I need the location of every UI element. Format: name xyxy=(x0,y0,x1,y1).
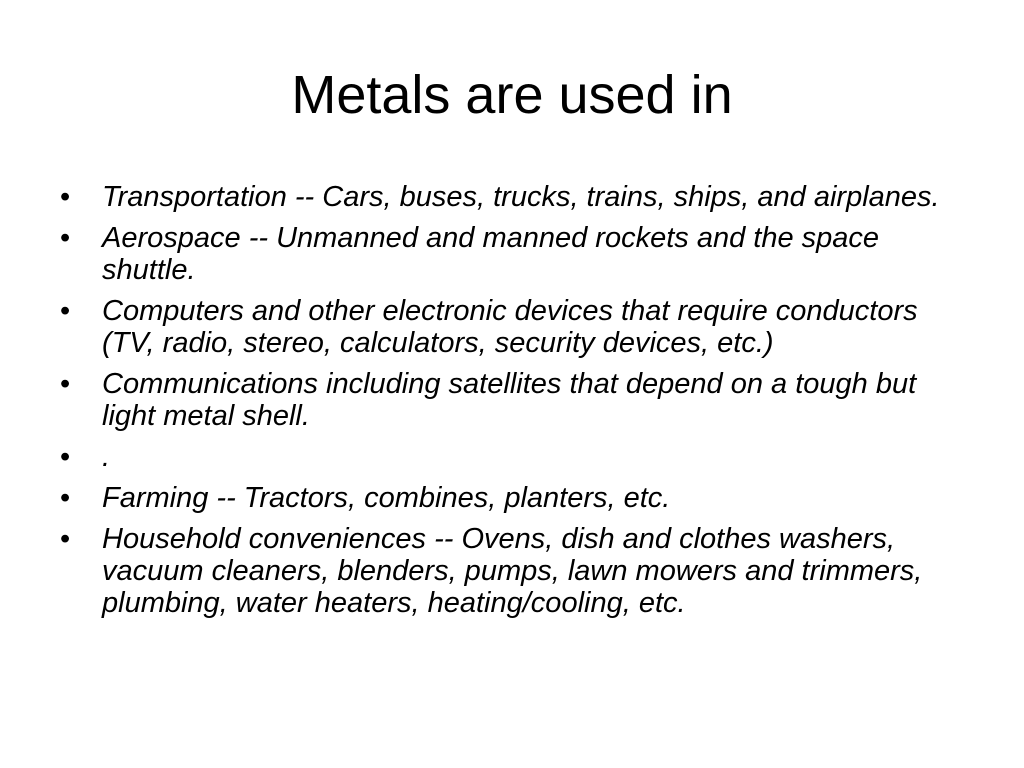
bullet-dot-icon: • xyxy=(60,482,71,514)
bullet-text: Communications including satellites that depend on a tough but light metal shell. xyxy=(102,368,917,432)
bullet-dot-icon: • xyxy=(60,181,71,213)
bullet-list xyxy=(54,181,954,628)
bullet-dot-icon: • xyxy=(60,222,71,254)
bullet-item xyxy=(54,368,954,432)
bullet-text: Household conveniences -- Ovens, dish and clothes washers, vacuum cleaners, blenders, pumps, lawn mowers and trimmers, plumbing, water heaters, heating/cooling, etc. xyxy=(102,523,923,619)
bullet-text: Transportation -- Cars, buses, trucks, trains, ships, and airplanes. xyxy=(102,181,940,213)
bullet-item xyxy=(54,482,954,514)
bullet-item xyxy=(54,441,954,473)
bullet-text: Farming -- Tractors, combines, planters, etc. xyxy=(102,482,671,514)
bullet-dot-icon: • xyxy=(60,295,71,327)
bullet-dot-icon: • xyxy=(60,368,71,400)
bullet-item xyxy=(54,222,954,286)
bullet-item xyxy=(54,181,954,213)
bullet-text: Computers and other electronic devices that require conductors (TV, radio, stereo, calculators, security devices, etc.) xyxy=(102,295,918,359)
bullet-text: . xyxy=(102,441,111,473)
bullet-dot-icon: • xyxy=(60,441,71,473)
slide-title: Metals are used in xyxy=(291,65,733,125)
bullet-item xyxy=(54,523,954,619)
bullet-dot-icon: • xyxy=(60,523,71,555)
bullet-text: Aerospace -- Unmanned and manned rockets and the space shuttle. xyxy=(102,222,880,286)
bullet-item xyxy=(54,295,954,359)
